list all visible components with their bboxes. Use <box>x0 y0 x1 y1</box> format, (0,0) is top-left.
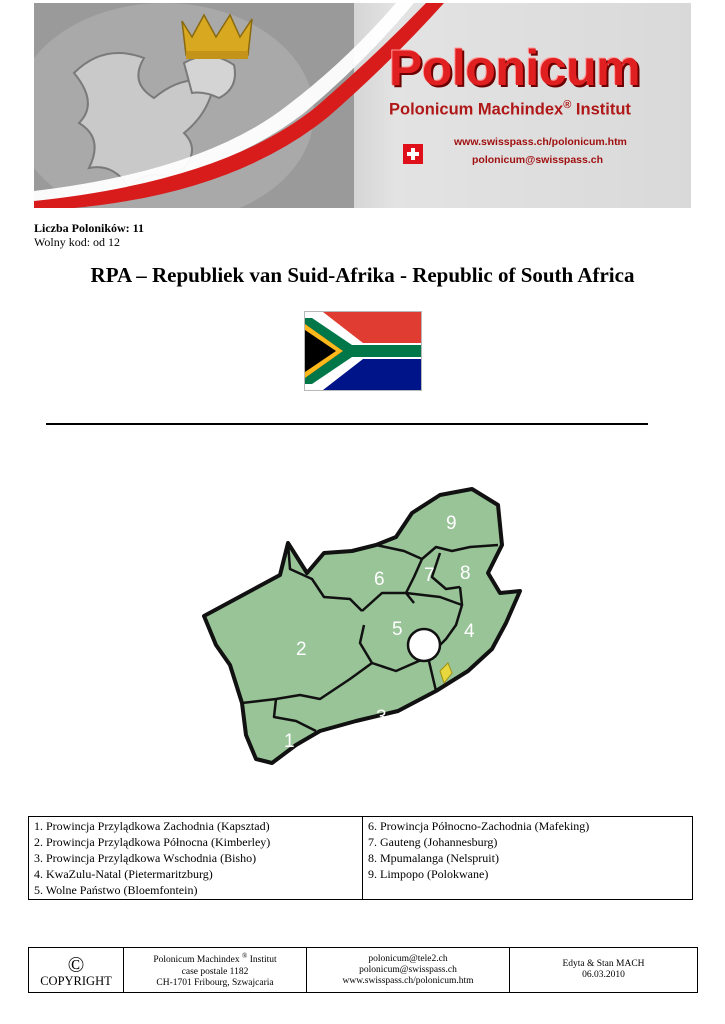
page-title: RPA – Republiek van Suid-Afrika - Republic of South Africa <box>90 263 635 287</box>
brand-subtitle: Polonicum Machindex® Institut <box>389 99 631 119</box>
map-label-7: 7 <box>424 565 435 586</box>
authors: Edyta & Stan MACH <box>562 959 645 969</box>
map-label-6: 6 <box>374 569 385 590</box>
legend-item: 2. Prowincja Przylądkowa Północna (Kimberley) <box>34 835 271 849</box>
legend-right-column <box>363 817 693 900</box>
map-label-2: 2 <box>296 639 307 660</box>
copyright-icon: © <box>67 951 85 977</box>
legend-item: 9. Limpopo (Polokwane) <box>368 867 489 881</box>
header-banner <box>34 3 691 208</box>
authors-date <box>510 948 698 993</box>
contact-info <box>307 948 510 993</box>
provinces-legend-table <box>28 816 693 900</box>
free-code: Wolny kod: od 12 <box>34 235 121 249</box>
contact-email-link[interactable]: polonicum@tele2.ch <box>368 953 448 964</box>
brand-name: Polonicum <box>389 40 641 96</box>
south-africa-provinces-map <box>200 485 525 770</box>
south-africa-flag-icon <box>304 311 422 391</box>
legend-item: 8. Mpumalanga (Nelspruit) <box>368 851 499 865</box>
document-date: 06.03.2010 <box>582 970 625 980</box>
map-label-4: 4 <box>464 621 475 642</box>
map-label-8: 8 <box>460 563 471 584</box>
legend-item: 3. Prowincja Przylądkowa Wschodnia (Bisho) <box>34 851 257 865</box>
legend-item: 1. Prowincja Przylądkowa Zachodnia (Kapsztad) <box>34 819 270 833</box>
institute-address: Polonicum Machindex ® Institut case postale 1182 CH-1701 Fribourg, Szwajcaria <box>124 948 307 993</box>
banner-url-link[interactable]: www.swisspass.ch/polonicum.htm <box>454 136 627 148</box>
contact-website-link[interactable]: www.swisspass.ch/polonicum.htm <box>342 975 474 986</box>
map-label-9: 9 <box>446 513 457 534</box>
contact-email-link[interactable]: polonicum@swisspass.ch <box>359 964 457 975</box>
legend-item: 5. Wolne Państwo (Bloemfontein) <box>34 883 198 897</box>
copyright-label: COPYRIGHT <box>40 973 112 988</box>
legend-left-column <box>29 817 363 900</box>
copyright-cell <box>29 948 124 993</box>
map-label-3: 3 <box>376 707 387 728</box>
map-label-5: 5 <box>392 619 403 640</box>
map-label-1: 1 <box>284 731 295 752</box>
banner-email-link[interactable]: polonicum@swisspass.ch <box>472 154 604 166</box>
swiss-flag-icon <box>403 144 423 164</box>
legend-item: 7. Gauteng (Johannesburg) <box>368 835 498 849</box>
legend-item: 6. Prowincja Północno-Zachodnia (Mafeking) <box>368 819 590 833</box>
footer-table <box>28 947 698 993</box>
horizontal-divider <box>46 423 648 425</box>
legend-item: 4. KwaZulu-Natal (Pietermaritzburg) <box>34 867 213 881</box>
polonica-count: Liczba Poloników: 11 <box>34 221 145 235</box>
